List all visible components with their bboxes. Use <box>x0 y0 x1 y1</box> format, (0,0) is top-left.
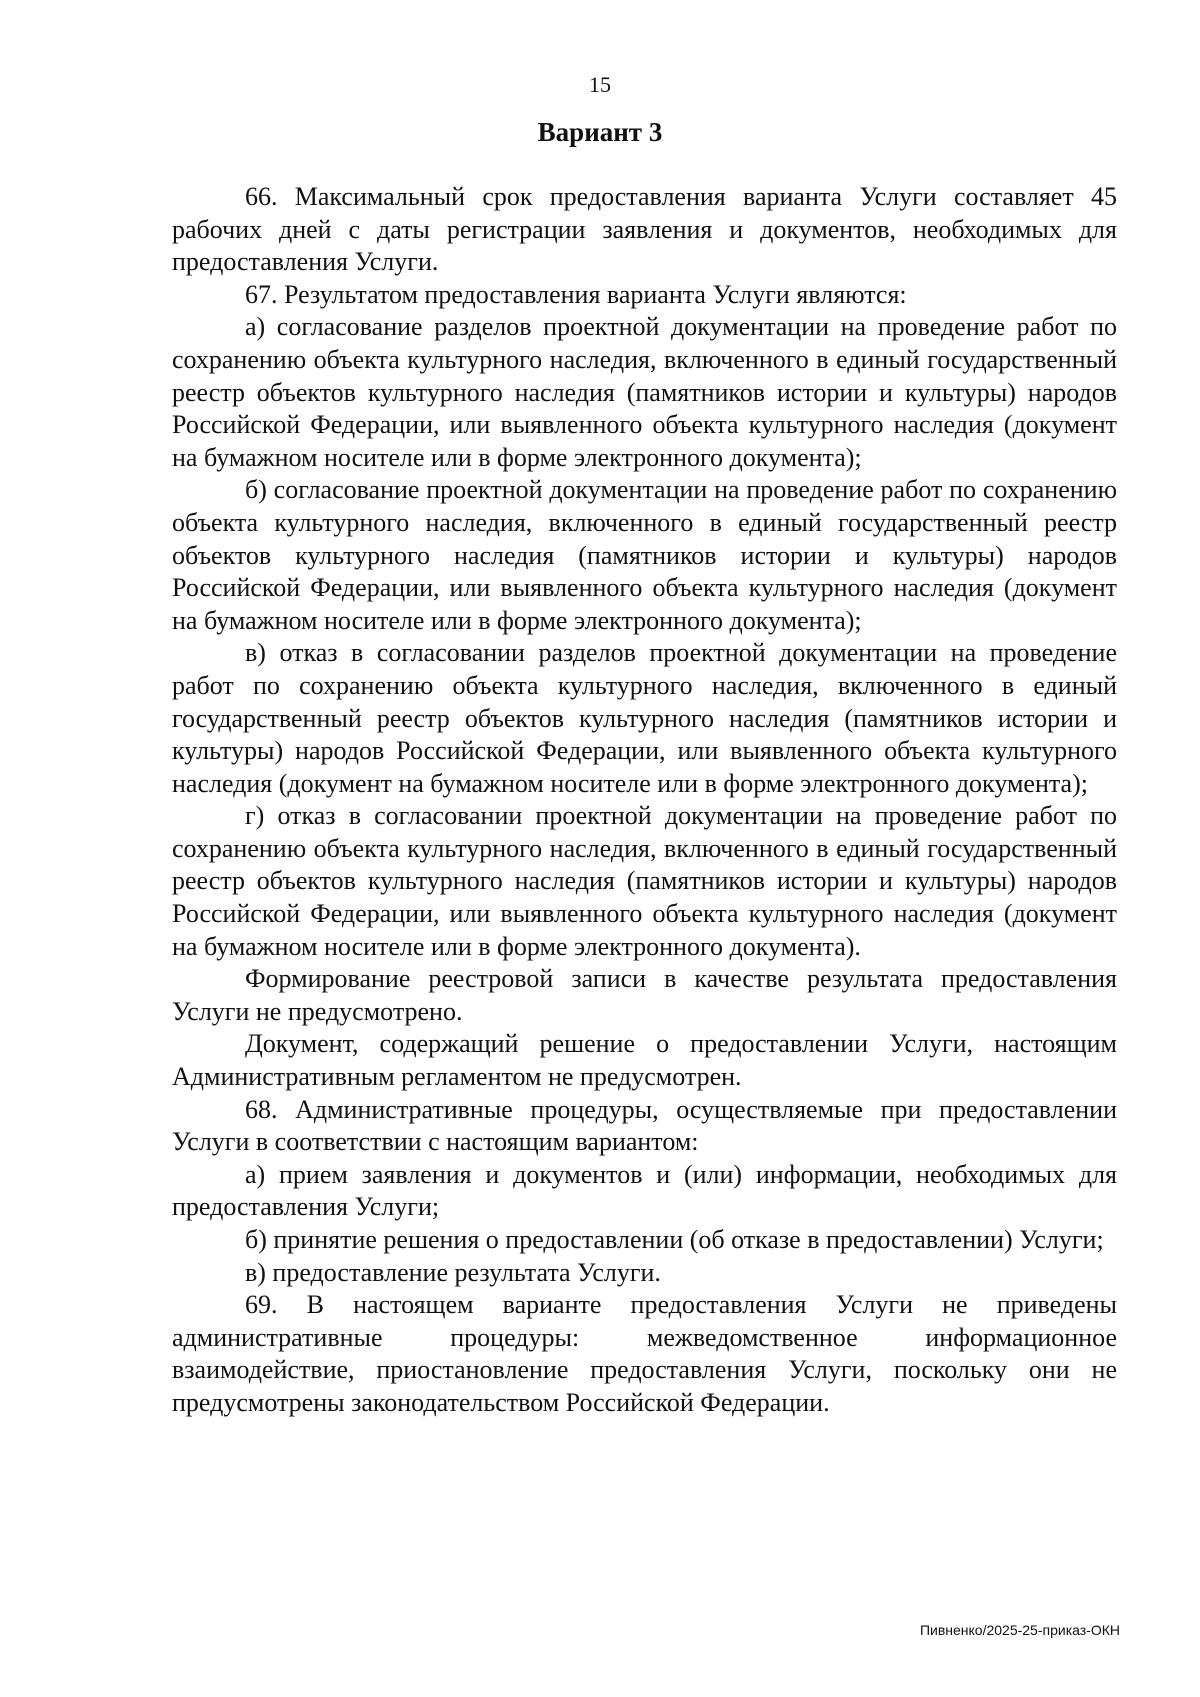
paragraph-68-a: а) прием заявления и документов и (или) информации, необходимых для предоставления Услуги; <box>172 1159 1117 1222</box>
document-code: Пивненко/2025-25-приказ-ОКН <box>919 1622 1120 1638</box>
paragraph-registry-record: Формирование реестровой записи в качестве результата предоставления Услуги не предусмотрено. <box>172 964 1117 1026</box>
paragraph-68-v: в) предоставление результата Услуги. <box>245 1257 661 1287</box>
paragraph-67: 67. Результатом предоставления варианта Услуги являются: <box>245 279 907 309</box>
document-body <box>172 181 1117 1420</box>
paragraph-67-b: б) согласование проектной документации на проведение работ по сохранению объекта культурного наследия, включенного в единый государственный реестр объектов культурного наследия (памятников истории и культуры) народов Российской Федерации, или выявленного объекта культурного наследия (документ на бумажном носителе или в форме электронного документа); <box>172 475 1117 635</box>
paragraph-decision-document: Документ, содержащий решение о предоставлении Услуги, настоящим Административным регламентом не предусмотрен. <box>172 1029 1117 1092</box>
paragraph-67-a: а) согласование разделов проектной документации на проведение работ по сохранению объекта культурного наследия, включенного в единый государственный реестр объектов культурного наследия (памятников истории и культуры) народов Российской Федерации, или выявленного объекта культурного наследия (документ на бумажном носителе или в форме электронного документа); <box>172 312 1117 472</box>
section-title: Вариант 3 <box>537 117 663 147</box>
paragraph-67-v: в) отказ в согласовании разделов проектной документации на проведение работ по сохранению объекта культурного наследия, включенного в единый государственный реестр объектов культурного наследия (памятников истории и культуры) народов Российской Федерации, или выявленного объекта культурного наследия (документ на бумажном носителе или в форме электронного документа); <box>172 638 1117 798</box>
paragraph-67-g: г) отказ в согласовании проектной документации на проведение работ по сохранению объекта культурного наследия, включенного в единый государственный реестр объектов культурного наследия (памятников истории и культуры) народов Российской Федерации, или выявленного объекта культурного наследия (документ на бумажном носителе или в форме электронного документа). <box>172 801 1117 961</box>
paragraph-68-b: б) принятие решения о предоставлении (об отказе в предоставлении) Услуги; <box>245 1225 1104 1254</box>
paragraph-66: 66. Максимальный срок предоставления варианта Услуги составляет 45 рабочих дней с даты регистрации заявления и документов, необходимых для предоставления Услуги. <box>172 182 1117 277</box>
page-number: 15 <box>589 72 611 97</box>
paragraph-68: 68. Административные процедуры, осуществляемые при предоставлении Услуги в соответствии с настоящим вариантом: <box>172 1094 1117 1157</box>
paragraph-69: 69. В настоящем варианте предоставления Услуги не приведены административные процедуры: межведомственное информационное взаимодействие, приостановление предоставления Услуги, поскольку они не предусмотрены законодательством Российской Федерации. <box>172 1290 1117 1417</box>
